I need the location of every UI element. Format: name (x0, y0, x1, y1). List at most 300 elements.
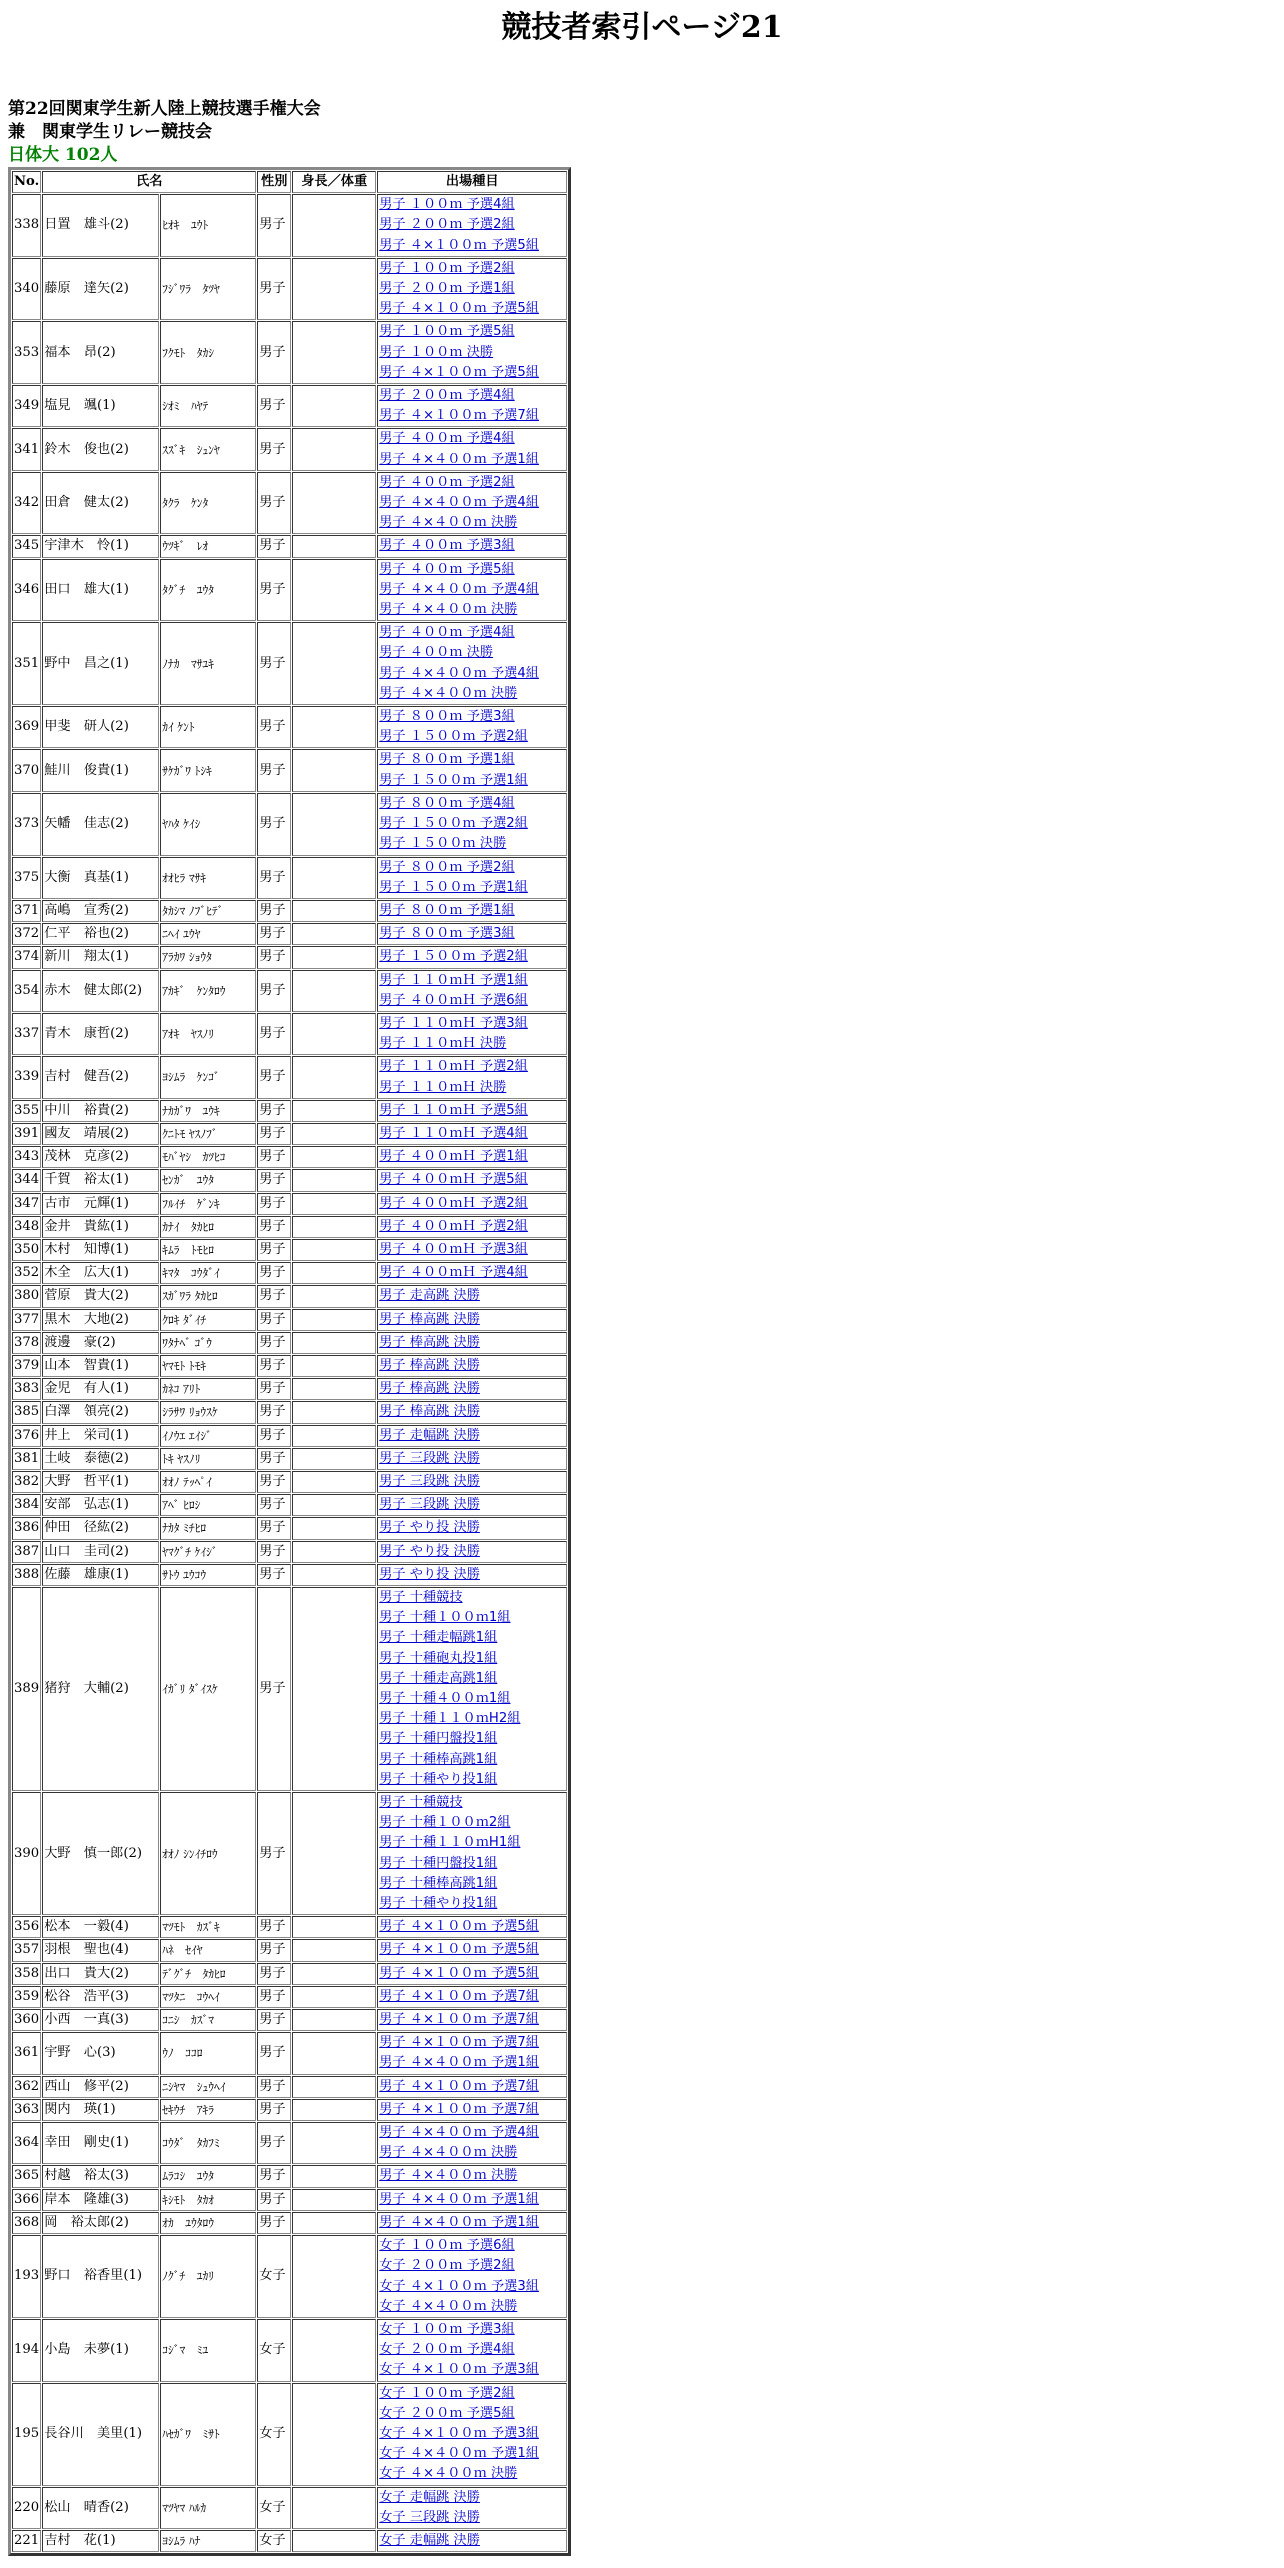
event-link[interactable]: 男子 １００ｍ 決勝 (379, 344, 494, 360)
athlete-sex: 男子 (257, 1013, 291, 1055)
event-link[interactable]: 男子 ４×４００ｍ 決勝 (379, 685, 518, 701)
athlete-events (377, 793, 567, 856)
event-link[interactable]: 男子 ４００ｍＨ 予選3組 (379, 1241, 528, 1257)
event-link[interactable]: 女子 ４×１００ｍ 予選3組 (379, 2425, 539, 2441)
event-link[interactable]: 男子 ４００ｍＨ 予選2組 (379, 1195, 528, 1211)
table-row (12, 2319, 567, 2382)
athlete-number: 354 (12, 970, 41, 1012)
event-link[interactable]: 男子 ４００ｍ 予選3組 (379, 538, 515, 554)
athlete-sex: 男子 (257, 706, 291, 748)
event-link[interactable]: 男子 １１０ｍＨ 予選1組 (379, 972, 528, 988)
athlete-height-weight (292, 2530, 376, 2552)
athlete-number: 371 (12, 900, 41, 922)
event-link[interactable]: 男子 １１０ｍＨ 予選3組 (379, 1015, 528, 1031)
athlete-height-weight (292, 1517, 376, 1539)
event-link[interactable]: 男子 十種競技 (379, 1795, 463, 1811)
athlete-events (377, 1541, 567, 1563)
table-row (12, 1239, 567, 1261)
table-row (12, 1285, 567, 1307)
athlete-name: 関内 瑛(1) (42, 2099, 159, 2121)
header-name: 氏名 (42, 171, 256, 193)
event-link[interactable]: 女子 ２００ｍ 予選4組 (379, 2342, 515, 2358)
athlete-sex: 男子 (257, 1916, 291, 1938)
table-row (12, 2235, 567, 2318)
athlete-sex: 男子 (257, 428, 291, 470)
event-link[interactable]: 男子 十種やり投1組 (379, 1896, 498, 1912)
athlete-sex: 男子 (257, 1056, 291, 1098)
athlete-sex: 男子 (257, 1146, 291, 1168)
event-link[interactable]: 男子 ４×４００ｍ 予選4組 (379, 581, 539, 597)
event-link[interactable]: 男子 １００ｍ 予選2組 (379, 260, 515, 276)
athlete-height-weight (292, 2076, 376, 2098)
event-link[interactable]: 男子 １５００ｍ 予選2組 (379, 949, 528, 965)
athlete-kana: ｶｲ ｹﾝﾄ (160, 706, 256, 748)
table-row (12, 1916, 567, 1938)
athlete-events (377, 1792, 567, 1915)
athlete-name: 長谷川 美里(1) (42, 2383, 159, 2486)
athlete-sex: 男子 (257, 472, 291, 535)
event-link[interactable]: 男子 十種１００ｍ1組 (379, 1610, 511, 1626)
event-link[interactable]: 男子 棒高跳 決勝 (379, 1311, 480, 1327)
event-link[interactable]: 男子 ４×１００ｍ 予選5組 (379, 364, 539, 380)
event-link[interactable]: 男子 三段跳 決勝 (379, 1473, 480, 1489)
table-row (12, 2009, 567, 2031)
table-header-row (12, 171, 567, 193)
event-link[interactable]: 男子 １５００ｍ 予選1組 (379, 879, 528, 895)
athlete-sex: 男子 (257, 900, 291, 922)
athlete-kana: ﾔﾏｸﾞﾁ ｹｲｼﾞ (160, 1541, 256, 1563)
table-row (12, 900, 567, 922)
table-row (12, 1541, 567, 1563)
athlete-number: 349 (12, 385, 41, 427)
athlete-events (377, 857, 567, 899)
table-row (12, 1494, 567, 1516)
athlete-number: 363 (12, 2099, 41, 2121)
event-link[interactable]: 男子 十種４００ｍ1組 (379, 1691, 511, 1707)
table-row (12, 1146, 567, 1168)
event-link[interactable]: 男子 ４００ｍ 予選4組 (379, 625, 515, 641)
athlete-sex: 男子 (257, 1262, 291, 1284)
athlete-kana: ﾀｸﾗ ｹﾝﾀ (160, 472, 256, 535)
athlete-kana: ﾋｵｷ ﾕｳﾄ (160, 194, 256, 257)
athlete-number: 345 (12, 535, 41, 557)
event-link[interactable]: 男子 ８００ｍ 予選1組 (379, 902, 515, 918)
athlete-name: 西山 修平(2) (42, 2076, 159, 2098)
athlete-sex: 男子 (257, 1100, 291, 1122)
event-link[interactable]: 女子 ４×４００ｍ 予選1組 (379, 2446, 539, 2462)
event-link[interactable]: 男子 ４×１００ｍ 予選7組 (379, 2101, 539, 2117)
athlete-kana: ﾉｸﾞﾁ ﾕｶﾘ (160, 2235, 256, 2318)
event-link[interactable]: 男子 ４００ｍＨ 予選2組 (379, 1218, 528, 1234)
athlete-name: 大衡 真基(1) (42, 857, 159, 899)
athlete-events (377, 946, 567, 968)
athlete-height-weight (292, 2032, 376, 2074)
table-row (12, 1123, 567, 1145)
event-link[interactable]: 男子 １５００ｍ 予選2組 (379, 816, 528, 832)
event-link[interactable]: 男子 十種１００ｍ2組 (379, 1815, 511, 1831)
athlete-kana: ｽｽﾞｷ ｼｭﾝﾔ (160, 428, 256, 470)
athlete-name: 出口 貴大(2) (42, 1963, 159, 1985)
event-link[interactable]: 男子 走幅跳 決勝 (379, 1427, 480, 1443)
athlete-events (377, 2319, 567, 2382)
athlete-height-weight (292, 1193, 376, 1215)
event-link[interactable]: 女子 ４×４００ｍ 決勝 (379, 2466, 518, 2482)
athlete-name: 野口 裕香里(1) (42, 2235, 159, 2318)
event-link[interactable]: 男子 棒高跳 決勝 (379, 1357, 480, 1373)
athlete-kana: ﾆｼﾔﾏ ｼｭｳﾍｲ (160, 2076, 256, 2098)
event-link[interactable]: 女子 ４×１００ｍ 予選3組 (379, 2278, 539, 2294)
athlete-sex: 男子 (257, 923, 291, 945)
table-row (12, 535, 567, 557)
athlete-number: 368 (12, 2212, 41, 2234)
event-link[interactable]: 男子 １５００ｍ 決勝 (379, 836, 507, 852)
athlete-events (377, 1056, 567, 1098)
athlete-events (377, 1401, 567, 1423)
table-row (12, 1939, 567, 1961)
table-row (12, 2165, 567, 2187)
athlete-number: 385 (12, 1401, 41, 1423)
event-link[interactable]: 男子 ４００ｍＨ 予選6組 (379, 992, 528, 1008)
athlete-height-weight (292, 706, 376, 748)
event-link[interactable]: 男子 ２００ｍ 予選2組 (379, 217, 515, 233)
athlete-sex: 男子 (257, 559, 291, 622)
athlete-number: 390 (12, 1792, 41, 1915)
event-link[interactable]: 男子 棒高跳 決勝 (379, 1334, 480, 1350)
athlete-events (377, 321, 567, 384)
table-row (12, 1332, 567, 1354)
event-link[interactable]: 男子 十種やり投1組 (379, 1771, 498, 1787)
event-link[interactable]: 女子 走幅跳 決勝 (379, 2489, 480, 2505)
athlete-number: 376 (12, 1425, 41, 1447)
athlete-height-weight (292, 1939, 376, 1961)
athlete-sex: 男子 (257, 2032, 291, 2074)
event-link[interactable]: 男子 十種走幅跳1組 (379, 1630, 498, 1646)
event-link[interactable]: 男子 十種円盤投1組 (379, 1855, 498, 1871)
table-row (12, 1471, 567, 1493)
athlete-number: 348 (12, 1216, 41, 1238)
athlete-number: 355 (12, 1100, 41, 1122)
athlete-height-weight (292, 923, 376, 945)
event-link[interactable]: 男子 ４００ｍ 予選5組 (379, 561, 515, 577)
table-row (12, 2122, 567, 2164)
athlete-sex: 男子 (257, 1541, 291, 1563)
table-row (12, 1262, 567, 1284)
table-row (12, 1216, 567, 1238)
athlete-number: 386 (12, 1517, 41, 1539)
athlete-sex: 男子 (257, 793, 291, 856)
athlete-kana: ｵｶ ﾕｳﾀﾛｳ (160, 2212, 256, 2234)
athlete-name: 松山 晴香(2) (42, 2487, 159, 2529)
event-link[interactable]: 男子 ４×１００ｍ 予選5組 (379, 237, 539, 253)
event-link[interactable]: 男子 ８００ｍ 予選3組 (379, 709, 515, 725)
athlete-sex: 男子 (257, 2189, 291, 2211)
athlete-name: 金児 有人(1) (42, 1378, 159, 1400)
table-row (12, 559, 567, 622)
event-link[interactable]: 男子 ４×４００ｍ 決勝 (379, 2145, 518, 2161)
event-link[interactable]: 男子 ８００ｍ 予選1組 (379, 752, 515, 768)
event-link[interactable]: 女子 ４×４００ｍ 決勝 (379, 2298, 518, 2314)
event-link[interactable]: 男子 ８００ｍ 予選4組 (379, 795, 515, 811)
athlete-number: 357 (12, 1939, 41, 1961)
athlete-number: 366 (12, 2189, 41, 2211)
event-link[interactable]: 男子 ４００ｍ 決勝 (379, 645, 494, 661)
athlete-events (377, 1332, 567, 1354)
athlete-number: 379 (12, 1355, 41, 1377)
event-link[interactable]: 女子 三段跳 決勝 (379, 2509, 480, 2525)
athlete-events (377, 2009, 567, 2031)
athlete-number: 347 (12, 1193, 41, 1215)
event-link[interactable]: 男子 ４×４００ｍ 決勝 (379, 515, 518, 531)
event-link[interactable]: 男子 ４×１００ｍ 予選5組 (379, 1965, 539, 1981)
athlete-number: 370 (12, 749, 41, 791)
athlete-sex: 男子 (257, 1285, 291, 1307)
event-link[interactable]: 男子 １１０ｍＨ 予選4組 (379, 1125, 528, 1141)
athlete-height-weight (292, 1355, 376, 1377)
athlete-events (377, 1239, 567, 1261)
event-link[interactable]: 男子 ４×１００ｍ 予選7組 (379, 2012, 539, 2028)
event-link[interactable]: 男子 １１０ｍＨ 予選5組 (379, 1102, 528, 1118)
athlete-events (377, 1378, 567, 1400)
athlete-height-weight (292, 1963, 376, 1985)
event-link[interactable]: 男子 １１０ｍＨ 決勝 (379, 1079, 507, 1095)
athlete-name: 小島 未夢(1) (42, 2319, 159, 2382)
athlete-number: 346 (12, 559, 41, 622)
athlete-number: 391 (12, 1123, 41, 1145)
event-link[interactable]: 女子 １００ｍ 予選2組 (379, 2385, 515, 2401)
athlete-height-weight (292, 1425, 376, 1447)
athlete-sex: 女子 (257, 2319, 291, 2382)
athlete-name: 金井 貴紘(1) (42, 1216, 159, 1238)
athlete-height-weight (292, 1262, 376, 1284)
event-link[interactable]: 男子 ４００ｍ 予選2組 (379, 474, 515, 490)
athlete-height-weight (292, 1378, 376, 1400)
athlete-number: 373 (12, 793, 41, 856)
athlete-name: 高嶋 宣秀(2) (42, 900, 159, 922)
event-link[interactable]: 男子 十種競技 (379, 1590, 463, 1605)
athlete-height-weight (292, 2235, 376, 2318)
athlete-sex: 男子 (257, 1332, 291, 1354)
event-link[interactable]: 男子 十種棒高跳1組 (379, 1875, 498, 1891)
event-link[interactable]: 男子 ４×１００ｍ 予選7組 (379, 408, 539, 424)
event-link[interactable]: 男子 １１０ｍＨ 予選2組 (379, 1059, 528, 1075)
event-link[interactable]: 男子 ４×１００ｍ 予選7組 (379, 1988, 539, 2004)
athlete-number: 220 (12, 2487, 41, 2529)
athlete-events (377, 2165, 567, 2187)
event-link[interactable]: 男子 ４×４００ｍ 予選1組 (379, 2214, 539, 2230)
athlete-events (377, 385, 567, 427)
athlete-name: 千賀 裕太(1) (42, 1169, 159, 1191)
athlete-events (377, 1100, 567, 1122)
header-no: No. (12, 171, 41, 193)
event-link[interactable]: 男子 ４×４００ｍ 予選1組 (379, 2191, 539, 2207)
event-link[interactable]: 男子 ４×４００ｍ 予選4組 (379, 2125, 539, 2141)
athlete-number: 193 (12, 2235, 41, 2318)
athlete-kana: ｼﾗｻﾜ ﾘｮｳｽｹ (160, 1401, 256, 1423)
event-link[interactable]: 男子 ４×４００ｍ 予選1組 (379, 451, 539, 467)
athlete-name: 古市 元輝(1) (42, 1193, 159, 1215)
table-row (12, 706, 567, 748)
athlete-height-weight (292, 1916, 376, 1938)
event-link[interactable]: 男子 ８００ｍ 予選3組 (379, 926, 515, 942)
event-link[interactable]: 男子 ２００ｍ 予選1組 (379, 281, 515, 297)
event-link[interactable]: 女子 １００ｍ 予選6組 (379, 2238, 515, 2254)
event-link[interactable]: 男子 棒高跳 決勝 (379, 1381, 480, 1397)
athlete-sex: 男子 (257, 1471, 291, 1493)
athlete-sex: 男子 (257, 194, 291, 257)
athlete-number: 339 (12, 1056, 41, 1098)
event-link[interactable]: 女子 走幅跳 決勝 (379, 2532, 480, 2548)
athlete-height-weight (292, 472, 376, 535)
athlete-name: 猪狩 大輔(2) (42, 1587, 159, 1791)
event-link[interactable]: 男子 十種１１０ｍH1組 (379, 1835, 521, 1851)
event-link[interactable]: 男子 十種走高跳1組 (379, 1670, 498, 1686)
athlete-name: 羽根 聖也(4) (42, 1939, 159, 1961)
event-link[interactable]: 男子 やり投 決勝 (379, 1520, 480, 1536)
entries-table (8, 167, 571, 2556)
event-link[interactable]: 男子 ４×１００ｍ 予選5組 (379, 1919, 539, 1935)
event-link[interactable]: 女子 １００ｍ 予選3組 (379, 2321, 515, 2337)
athlete-number: 351 (12, 622, 41, 705)
table-row (12, 2099, 567, 2121)
event-link[interactable]: 男子 ４×４００ｍ 予選4組 (379, 665, 539, 681)
athlete-events (377, 1123, 567, 1145)
athlete-name: 宇津木 怜(1) (42, 535, 159, 557)
athlete-kana: ｵｵﾋﾗ ﾏｻｷ (160, 857, 256, 899)
event-link[interactable]: 男子 ４×４００ｍ 予選1組 (379, 2055, 539, 2071)
event-link[interactable]: 男子 ４×４００ｍ 決勝 (379, 2168, 518, 2184)
table-row (12, 2383, 567, 2486)
event-link[interactable]: 男子 ４×１００ｍ 予選5組 (379, 1942, 539, 1958)
athlete-height-weight (292, 258, 376, 321)
event-link[interactable]: 男子 ４００ｍＨ 予選5組 (379, 1172, 528, 1188)
event-link[interactable]: 男子 ４×１００ｍ 予選7組 (379, 2078, 539, 2094)
event-link[interactable]: 男子 ４×４００ｍ 決勝 (379, 602, 518, 618)
athlete-kana: ｾﾝｶﾞ ﾕｳﾀ (160, 1169, 256, 1191)
event-link[interactable]: 女子 ２００ｍ 予選5組 (379, 2405, 515, 2421)
athlete-events (377, 472, 567, 535)
athlete-events (377, 1963, 567, 1985)
athlete-sex: 女子 (257, 2487, 291, 2529)
athlete-number: 352 (12, 1262, 41, 1284)
event-link[interactable]: 男子 十種１１０ｍH2組 (379, 1711, 521, 1727)
athlete-sex: 男子 (257, 1169, 291, 1191)
athlete-sex: 男子 (257, 2009, 291, 2031)
athlete-events (377, 1425, 567, 1447)
athlete-kana: ﾓﾊﾞﾔｼ ｶﾂﾋｺ (160, 1146, 256, 1168)
athlete-name: 吉村 花(1) (42, 2530, 159, 2552)
event-link[interactable]: 女子 ４×１００ｍ 予選3組 (379, 2362, 539, 2378)
athlete-events (377, 1355, 567, 1377)
athlete-events (377, 2487, 567, 2529)
athlete-kana: ｶﾅｲ ﾀｶﾋﾛ (160, 1216, 256, 1238)
athlete-name: 佐藤 雄康(1) (42, 1564, 159, 1586)
athlete-sex: 男子 (257, 258, 291, 321)
athlete-events (377, 1448, 567, 1470)
athlete-height-weight (292, 622, 376, 705)
athlete-kana: ﾖｼﾑﾗ ﾊﾅ (160, 2530, 256, 2552)
athlete-kana: ｺｼﾞﾏ ﾐﾕ (160, 2319, 256, 2382)
event-link[interactable]: 男子 １００ｍ 予選5組 (379, 324, 515, 340)
athlete-kana: ﾑﾗｺｼ ﾕｳﾀ (160, 2165, 256, 2187)
athlete-events (377, 2383, 567, 2486)
athlete-sex: 男子 (257, 321, 291, 384)
athlete-height-weight (292, 1123, 376, 1145)
event-link[interactable]: 男子 走高跳 決勝 (379, 1288, 480, 1304)
athlete-height-weight (292, 1541, 376, 1563)
athlete-number: 358 (12, 1963, 41, 1985)
event-link[interactable]: 男子 十種棒高跳1組 (379, 1751, 498, 1767)
athlete-height-weight (292, 749, 376, 791)
event-link[interactable]: 男子 １１０ｍＨ 決勝 (379, 1036, 507, 1052)
athlete-height-weight (292, 2099, 376, 2121)
event-link[interactable]: 男子 ２００ｍ 予選4組 (379, 388, 515, 404)
athlete-kana: ｷｼﾓﾄ ﾀｶｵ (160, 2189, 256, 2211)
athlete-number: 338 (12, 194, 41, 257)
athlete-events (377, 1309, 567, 1331)
event-link[interactable]: 男子 ４００ｍＨ 予選1組 (379, 1149, 528, 1165)
event-link[interactable]: 男子 ４００ｍ 予選4組 (379, 431, 515, 447)
athlete-events (377, 535, 567, 557)
athlete-number: 356 (12, 1916, 41, 1938)
athlete-events (377, 1494, 567, 1516)
athlete-events (377, 2032, 567, 2074)
athlete-number: 377 (12, 1309, 41, 1331)
event-link[interactable]: 男子 ４×１００ｍ 予選7組 (379, 2035, 539, 2051)
event-link[interactable]: 男子 ４×１００ｍ 予選5組 (379, 301, 539, 317)
event-link[interactable]: 男子 １５００ｍ 予選1組 (379, 772, 528, 788)
athlete-events (377, 1939, 567, 1961)
event-link[interactable]: 男子 三段跳 決勝 (379, 1497, 480, 1513)
athlete-number: 381 (12, 1448, 41, 1470)
athlete-number: 374 (12, 946, 41, 968)
athlete-kana: ｽｶﾞﾜﾗ ﾀｶﾋﾛ (160, 1285, 256, 1307)
athlete-name: 仁平 裕也(2) (42, 923, 159, 945)
athlete-events (377, 622, 567, 705)
athlete-kana: ﾜﾀﾅﾍﾞ ｺﾞｳ (160, 1332, 256, 1354)
athlete-events (377, 1285, 567, 1307)
athlete-kana: ﾀｶｼﾏ ﾉﾌﾞﾋﾃﾞ (160, 900, 256, 922)
athlete-sex: 男子 (257, 2099, 291, 2121)
athlete-name: 安部 弘志(1) (42, 1494, 159, 1516)
athlete-kana: ﾏﾂﾓﾄ ｶｽﾞｷ (160, 1916, 256, 1938)
athlete-events (377, 2099, 567, 2121)
event-link[interactable]: 男子 やり投 決勝 (379, 1543, 480, 1559)
athlete-events (377, 923, 567, 945)
event-link[interactable]: 男子 １００ｍ 予選4組 (379, 197, 515, 213)
event-link[interactable]: 男子 三段跳 決勝 (379, 1450, 480, 1466)
athlete-sex: 男子 (257, 1448, 291, 1470)
athlete-sex: 男子 (257, 1986, 291, 2008)
event-link[interactable]: 男子 やり投 決勝 (379, 1566, 480, 1582)
athlete-name: 大野 哲平(1) (42, 1471, 159, 1493)
athlete-kana: ｶﾈｺ ｱﾘﾄ (160, 1378, 256, 1400)
athlete-sex: 男子 (257, 1939, 291, 1961)
athlete-height-weight (292, 2189, 376, 2211)
event-link[interactable]: 男子 十種砲丸投1組 (379, 1650, 498, 1666)
athlete-height-weight (292, 1056, 376, 1098)
event-link[interactable]: 男子 １５００ｍ 予選2組 (379, 729, 528, 745)
event-link[interactable]: 男子 ４×４００ｍ 予選4組 (379, 495, 539, 511)
event-link[interactable]: 男子 十種円盤投1組 (379, 1731, 498, 1747)
athlete-height-weight (292, 2383, 376, 2486)
event-link[interactable]: 男子 棒高跳 決勝 (379, 1404, 480, 1420)
athlete-name: 吉村 健吾(2) (42, 1056, 159, 1098)
table-row (12, 1193, 567, 1215)
table-row (12, 749, 567, 791)
event-link[interactable]: 男子 ８００ｍ 予選2組 (379, 859, 515, 875)
event-link[interactable]: 男子 ４００ｍＨ 予選4組 (379, 1265, 528, 1281)
event-link[interactable]: 女子 ２００ｍ 予選2組 (379, 2258, 515, 2274)
